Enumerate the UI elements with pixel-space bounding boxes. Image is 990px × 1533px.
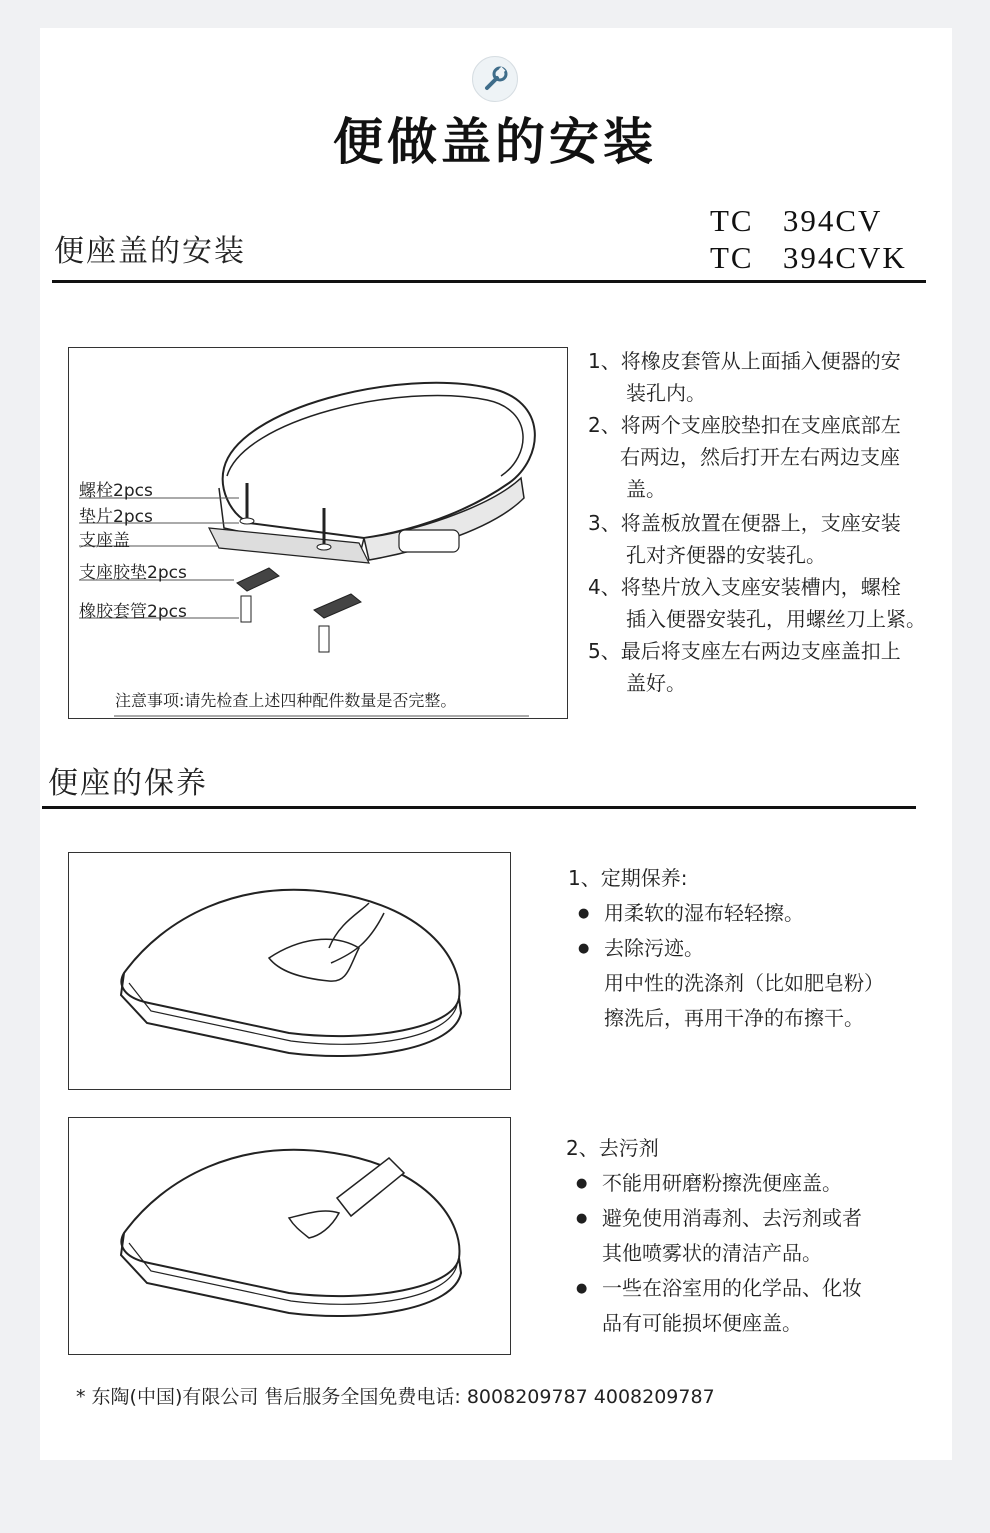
install-diagram [68,347,568,719]
section-divider [52,280,926,283]
list-item: ● 去除污迹。 用中性的洗涤剂（比如肥皂粉） 擦洗后，再用干净的布擦干。 [568,931,928,1036]
install-step-4: 4、将垫片放入支座安装槽内，螺栓 插入便器安装孔，用螺丝刀上紧。 [588,575,926,631]
care-item-cleaner [566,1132,946,1341]
page-title: 便做盖的安装 [333,113,657,171]
service-hotline: * 东陶(中国)有限公司 售后服务全国免费电话: 8008209787 4008209787 [76,1386,715,1408]
install-step-2: 2、将两个支座胶垫扣在支座底部左 右两边，然后打开左右两边支座 盖。 [588,413,901,501]
install-note: 注意事项:请先检查上述四种配件数量是否完整。 [115,691,457,710]
install-section-title: 便座盖的安装 [54,234,246,269]
wipe-diagram [68,852,511,1090]
toilet-seat-exploded-drawing [69,348,567,718]
care-item-regular [568,862,928,1036]
model-number: TC 394CVK [710,240,907,275]
part-label-washer: 垫片2pcs [79,507,153,527]
part-label-bolt: 螺栓2pcs [79,481,153,501]
care-heading-cleaner: 2、去污剂 [566,1136,659,1160]
install-step-1: 1、将橡皮套管从上面插入便器的安 装孔内。 [588,349,901,405]
install-step-5: 5、最后将支座左右两边支座盖扣上 盖好。 [588,639,901,695]
part-label-hinge-pad: 支座胶垫2pcs [79,563,187,583]
wrench-icon [472,56,518,102]
list-item: ● 用柔软的湿布轻轻擦。 [568,896,928,931]
cleaner-diagram [68,1117,511,1355]
seat-cleaner-drawing [69,1118,510,1354]
list-item: ● 避免使用消毒剂、去污剂或者 其他喷雾状的清洁产品。 [566,1201,946,1271]
section-divider [42,806,916,809]
care-heading-regular: 1、定期保养: [568,866,688,890]
model-number: TC 394CV [710,203,883,238]
part-label-hinge-cover: 支座盖 [79,531,130,551]
list-item: ● 不能用研磨粉擦洗便座盖。 [566,1166,946,1201]
install-step-3: 3、将盖板放置在便器上，支座安装 孔对齐便器的安装孔。 [588,511,901,567]
list-item: ● 一些在浴室用的化学品、化妆 品有可能损坏便座盖。 [566,1271,946,1341]
care-section-title: 便座的保养 [48,766,208,801]
part-label-rubber-sleeve: 橡胶套管2pcs [79,602,187,622]
seat-wiping-drawing [69,853,510,1089]
